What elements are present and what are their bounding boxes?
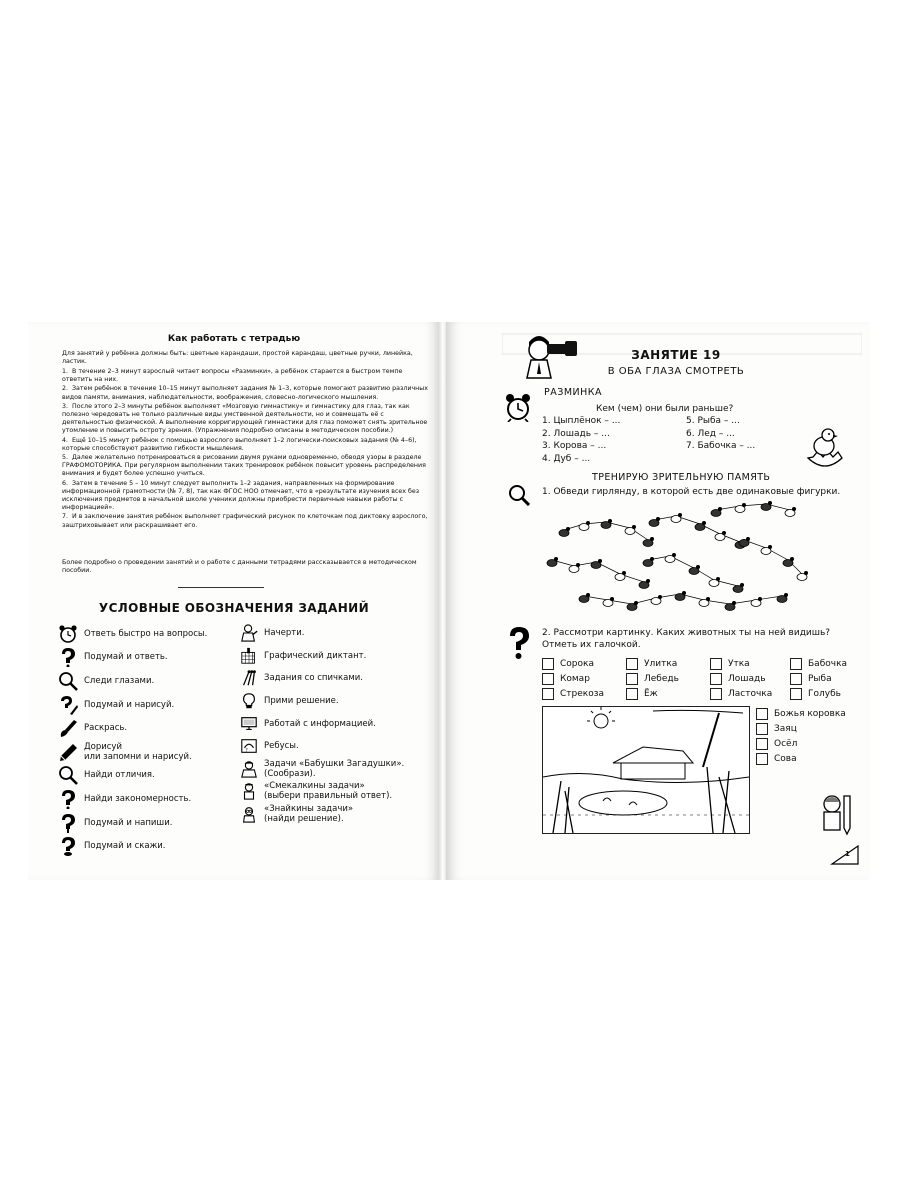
- garland-string: [716, 504, 790, 510]
- legend-label: Подумай и напиши.: [84, 817, 173, 828]
- checkbox[interactable]: [626, 688, 638, 700]
- checkbox-label: Сова: [774, 754, 797, 764]
- garland-figure: [751, 597, 762, 607]
- legend-item: [58, 740, 248, 764]
- checkbox-label: Сорока: [560, 659, 594, 669]
- garland-figure: [569, 563, 580, 573]
- checkbox[interactable]: [756, 738, 768, 750]
- checkbox-label: Заяц: [774, 724, 797, 734]
- legend-item: [240, 780, 436, 803]
- checkbox-label: Ласточка: [728, 689, 773, 699]
- checkbox-label: Утка: [728, 659, 750, 669]
- animal-checkbox-item[interactable]: [626, 688, 658, 700]
- pencil-icon: [58, 742, 78, 762]
- legend-item: [240, 690, 436, 713]
- computer-icon: [240, 715, 258, 733]
- checkbox[interactable]: [710, 688, 722, 700]
- howto-title: Как работать с тетрадью: [167, 334, 301, 344]
- garland-figure: [675, 591, 686, 601]
- alarm-clock-icon: [58, 624, 78, 644]
- pond-scene-illustration: [542, 706, 750, 834]
- animal-checkbox-item[interactable]: [710, 673, 766, 685]
- checkbox-label: Стрекоза: [560, 689, 605, 699]
- legend-label: Ответь быстро на вопросы.: [84, 628, 208, 639]
- task2-line2: Отметь их галочкой.: [542, 640, 641, 650]
- checkbox[interactable]: [756, 708, 768, 720]
- chick-in-egg-illustration: [802, 424, 848, 470]
- legend-list-right: [240, 622, 436, 825]
- page-number: 1: [845, 850, 850, 858]
- legend-item: [58, 764, 248, 788]
- step-number: 5.: [62, 454, 69, 462]
- legend-label: Следи глазами.: [84, 675, 155, 686]
- garland-figure: [601, 519, 612, 529]
- warmup-item: 3. Корова – ...: [542, 441, 607, 451]
- garland-figure: [579, 521, 590, 531]
- legend-label: Начерти.: [264, 628, 305, 639]
- animal-checkbox-item[interactable]: [756, 753, 797, 765]
- garland-figure: [695, 521, 706, 531]
- question-eye-icon: [58, 789, 78, 809]
- grid-hand-icon: [240, 647, 258, 665]
- garland-figure: [739, 537, 750, 547]
- step-text: Ещё 10–15 минут ребёнок с помощью взрослого выполняет 1–2 логически-поисковых задания (№ 4–6), которые способствуют развитию гибкости мышления.: [62, 436, 417, 452]
- legend-item: [58, 693, 248, 717]
- legend-label: Ребусы.: [264, 741, 299, 752]
- memory-title: ТРЕНИРУЮ ЗРИТЕЛЬНУЮ ПАМЯТЬ: [592, 472, 771, 483]
- step-number: 4.: [62, 436, 69, 444]
- page-number-corner: [830, 842, 860, 866]
- left-page: [28, 322, 440, 880]
- howto-step: [62, 513, 432, 529]
- step-text: Затем ребёнок в течение 10–15 минут выполняет задания № 1–3, которые помогают развитию различных видов памяти, внимания, наблюдательности, воображения, словесно-логического мышления.: [62, 385, 428, 401]
- legend-label: Подумай и скажи.: [84, 841, 166, 852]
- legend-item: [240, 667, 436, 690]
- legend-label: «Смекалкины задачи» (выбери правильный ответ).: [264, 781, 393, 802]
- legend-item: [240, 622, 436, 645]
- howto-intro: Для занятий у ребёнка должны быть: цветные карандаши, простой карандаш, цветные ручки, линейка, ластик.: [62, 350, 413, 366]
- warmup-question: Кем (чем) они были раньше?: [596, 404, 734, 414]
- legend-label: Дорисуй или запомни и нарисуй.: [84, 741, 192, 762]
- step-text: В течение 2–3 минут взрослый читает вопросы «Разминки», а ребёнок старается в быстром темпе ответить на них.: [62, 368, 403, 384]
- legend-label: Задачи «Бабушки Загадушки». (Сообрази).: [264, 758, 405, 779]
- legend-item: [58, 622, 248, 646]
- grandma-icon: [240, 760, 258, 778]
- boy-with-pencil-illustration: [818, 792, 852, 838]
- animal-checkbox-item[interactable]: [626, 673, 679, 685]
- lightbulb-icon: [240, 692, 258, 710]
- warmup-item: 1. Цыплёнок – ...: [542, 416, 621, 426]
- checkbox-label: Комар: [560, 674, 590, 684]
- legend-label: Раскрась.: [84, 723, 128, 734]
- checkbox[interactable]: [790, 658, 802, 670]
- checkbox[interactable]: [790, 673, 802, 685]
- garland-figure: [733, 583, 744, 593]
- lesson-title: ЗАНЯТИЕ 19: [631, 348, 721, 362]
- animal-checkbox-item[interactable]: [790, 673, 832, 685]
- legend-label: Задания со спичками.: [264, 673, 363, 684]
- magnifier-icon: [58, 765, 78, 785]
- rebus-icon: [240, 737, 258, 755]
- animal-checkbox-item[interactable]: [542, 688, 604, 700]
- garland-figure: [649, 517, 660, 527]
- alarm-clock-icon: [504, 392, 532, 422]
- checkbox[interactable]: [710, 673, 722, 685]
- warmup-item: 4. Дуб – ...: [542, 453, 591, 464]
- legend-item: [58, 646, 248, 670]
- animal-checkbox-item[interactable]: [710, 688, 772, 700]
- checkbox[interactable]: [790, 688, 802, 700]
- legend-label: Работай с информацией.: [264, 718, 376, 729]
- animal-checkbox-item[interactable]: [710, 658, 750, 670]
- checkbox-label: Ёж: [644, 689, 658, 699]
- animal-checkbox-item[interactable]: [756, 723, 797, 735]
- checkbox-label: Осёл: [774, 739, 798, 749]
- legend-label: Найди закономерность.: [84, 793, 192, 804]
- legend-item: [58, 716, 248, 740]
- warmup-item: 5. Рыба – ...: [686, 416, 740, 426]
- garland-figure: [725, 601, 736, 611]
- step-number: 1.: [62, 368, 69, 375]
- legend-label: «Знайкины задачи» (найди решение).: [264, 804, 354, 825]
- garland-figure: [797, 571, 808, 581]
- garland-figure: [777, 593, 788, 603]
- legend-title: УСЛОВНЫЕ ОБОЗНАЧЕНИЯ ЗАДАНИЙ: [98, 601, 370, 615]
- workbook-spread: [28, 322, 870, 880]
- legend-item: [58, 787, 248, 811]
- garlands-illustration: [544, 500, 810, 612]
- znaika-icon: [240, 805, 258, 823]
- checkbox-label: Бабочка: [808, 659, 848, 669]
- warmup-title: РАЗМИНКА: [544, 387, 603, 398]
- task1-text: 1. Обведи гирлянду, в которой есть две одинаковые фигурки.: [542, 487, 841, 497]
- checkbox-label: Божья коровка: [774, 709, 846, 719]
- legend-item: [58, 834, 248, 858]
- garland-figure: [643, 537, 654, 547]
- garland-figure: [579, 593, 590, 603]
- checkbox-label: Лебедь: [644, 674, 679, 684]
- garland-figure: [625, 525, 636, 535]
- checkbox[interactable]: [756, 753, 768, 765]
- step-text: Далее желательно потренироваться в рисовании двумя руками одновременно, обводя узоры в разделе ГРАФОМОТОРИКА. При регулярном выполнении таких тренировок ребёнок повысит уровень распределения внимания и будет более успешно учиться.: [62, 454, 426, 478]
- question-pencil-icon: [58, 695, 78, 715]
- garland-string: [744, 540, 802, 574]
- garland-figure: [761, 501, 772, 511]
- garland-figure: [643, 557, 654, 567]
- checkbox-label: Лошадь: [728, 674, 766, 684]
- checkbox-label: Улитка: [644, 659, 678, 669]
- garland-figure: [785, 507, 796, 517]
- animal-checkbox-item[interactable]: [626, 658, 677, 670]
- warmup-item: 7. Бабочка – ...: [686, 441, 756, 451]
- garland-figure: [671, 513, 682, 523]
- checkbox[interactable]: [756, 723, 768, 735]
- checkbox-label: Рыба: [808, 674, 832, 684]
- legend-item: [240, 735, 436, 758]
- garland-figure: [711, 507, 722, 517]
- legend-item: [240, 758, 436, 781]
- howto-step: [62, 480, 432, 513]
- step-number: 6.: [62, 479, 69, 487]
- legend-item: [240, 712, 436, 735]
- garland-figure: [547, 557, 558, 567]
- lesson-subtitle: В ОБА ГЛАЗА СМОТРЕТЬ: [607, 366, 745, 377]
- checkbox-label: Голубь: [808, 689, 841, 699]
- warmup-list-left: [542, 415, 620, 465]
- magnifier-icon: [508, 484, 530, 506]
- garland-figure: [591, 559, 602, 569]
- step-number: 3.: [62, 402, 69, 410]
- garland-figure: [665, 553, 676, 563]
- legend-label: Графический диктант.: [264, 650, 367, 661]
- howto-step: [62, 385, 432, 401]
- smekalkin-icon: [240, 782, 258, 800]
- legend-item: [58, 669, 248, 693]
- step-text: И в заключение занятия ребёнок выполняет графический рисунок по клеточкам под диктовку взрослого, заштриховывает или раскрашивает его.: [62, 513, 428, 529]
- checkbox[interactable]: [542, 658, 554, 670]
- step-text: Затем в течение 5 – 10 минут следует выполнить 1–2 задания, направленных на формирование информационной грамотности (№ 7, 8), так как ФГОС НОО отмечает, что в «результате изучения всех без исключения предметов в начальной школе ученики должны приобрести первичные навыки работы с информацией».: [62, 479, 420, 512]
- legend-item: [240, 645, 436, 668]
- warmup-list-right: [686, 415, 755, 453]
- task2-line1: 2. Рассмотри картинку. Каких животных ты на ней видишь?: [542, 628, 831, 638]
- question-pen-icon: [58, 813, 78, 833]
- svg-text:?: ?: [245, 748, 248, 754]
- howto-note: Более подробно о проведении занятий и о работе с данными тетрадями рассказывается в методическом пособии.: [62, 559, 417, 575]
- warmup-item: 6. Лед – ...: [686, 428, 735, 439]
- howto-steps: [62, 368, 432, 531]
- garland-figure: [651, 595, 662, 605]
- animal-checkbox-item[interactable]: [542, 658, 594, 670]
- garland-figure: [709, 577, 720, 587]
- right-page: [446, 322, 870, 880]
- legend-list-left: [58, 622, 248, 858]
- magnifier-icon: [58, 671, 78, 691]
- checkbox[interactable]: [626, 673, 638, 685]
- animal-checkbox-item[interactable]: [790, 658, 847, 670]
- brush-icon: [58, 718, 78, 738]
- animal-checkbox-item[interactable]: [542, 673, 590, 685]
- animal-checkbox-item[interactable]: [790, 688, 841, 700]
- question-mark-icon: [58, 647, 78, 667]
- legend-label: Подумай и нарисуй.: [84, 699, 175, 710]
- warmup-item: 2. Лошадь – ...: [542, 428, 610, 439]
- garland-figure: [735, 503, 746, 513]
- legend-item: [58, 811, 248, 835]
- checkbox[interactable]: [542, 688, 554, 700]
- howto-step: [62, 368, 432, 384]
- task2-text: [542, 627, 842, 651]
- checkbox[interactable]: [710, 658, 722, 670]
- question-speak-icon: [58, 836, 78, 856]
- animal-checkbox-item[interactable]: [756, 708, 846, 720]
- matches-icon: [240, 669, 258, 687]
- garland-figure: [639, 579, 650, 589]
- howto-step: [62, 437, 432, 453]
- legend-label: Прими решение.: [264, 696, 339, 707]
- garland-figure: [559, 527, 570, 537]
- howto-step: [62, 454, 432, 479]
- drawing-boy-icon: [240, 624, 258, 642]
- step-number: 2.: [62, 385, 69, 393]
- garland-figure: [699, 597, 710, 607]
- garland-figure: [603, 597, 614, 607]
- legend-label: Подумай и ответь.: [84, 652, 168, 663]
- howto-step: [62, 403, 432, 436]
- checkbox[interactable]: [626, 658, 638, 670]
- divider-line: [178, 587, 264, 588]
- garland-figure: [627, 601, 638, 611]
- step-text: После этого 2–3 минуты ребёнок выполняет «Мозговую гимнастику» и гимнастику для глаз, так как полезно чередовать не только различные виды умственной деятельности, но и совмещать её с деятельностью физической. А выполнение корригирующей гимнастики для глаз поможет снять зрительное утомление и повысить остроту зрения. (Упражнения подробно описаны в методическом пособии.): [62, 402, 428, 435]
- legend-item: [240, 803, 436, 826]
- step-number: 7.: [62, 513, 69, 521]
- legend-label: Найди отличия.: [84, 770, 155, 781]
- question-eye-icon: [506, 626, 532, 660]
- animal-checkbox-item[interactable]: [756, 738, 797, 750]
- checkbox[interactable]: [542, 673, 554, 685]
